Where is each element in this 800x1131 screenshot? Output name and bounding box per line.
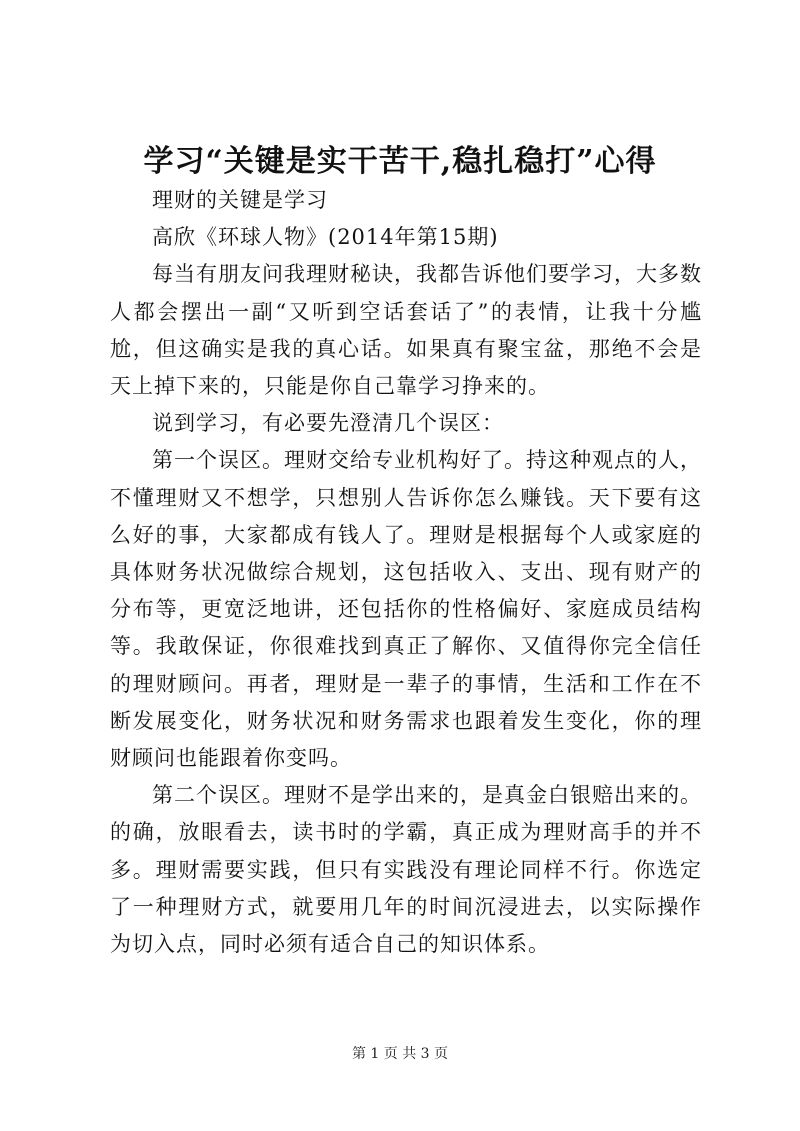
body-paragraph: 第二个误区。理财不是学出来的，是真金白银赔出来的。的确，放眼看去，读书时的学霸，真正成为理财高手的并不多。理财需要实践，但只有实践没有理论同样不行。你选定了一种理财方式，就要用几年的时间沉浸进去，以实际操作为切入点，同时必须有适合自己的知识体系。 <box>110 783 702 957</box>
document-title: 学习“关键是实干苦干,稳扎稳打”心得 <box>143 144 657 179</box>
page-number-footer: 第 1 页 共 3 页 <box>351 1046 449 1062</box>
body-paragraph: 第一个误区。理财交给专业机构好了。持这种观点的人，不懂理财又不想学，只想别人告诉你怎么赚钱。天下要有这么好的事，大家都成有钱人了。理财是根据每个人或家庭的具体财务状况做综合规划，这包括收入、支出、现有财产的分布等，更宽泛地讲，还包括你的性格偏好、家庭成员结构等。我敢保证，你很难找到真正了解你、又值得你完全信任的理财顾问。再者，理财是一辈子的事情，生活和工作在不断发展变化，财务状况和财务需求也跟着发生变化，你的理财顾问也能跟着你变吗。 <box>110 448 702 771</box>
author-source-paragraph: 高欣《环球人物》(2014年第15期) <box>152 225 499 250</box>
body-paragraph: 说到学习，有必要先澄清几个误区： <box>152 411 504 436</box>
subtitle-paragraph: 理财的关键是学习 <box>152 188 328 212</box>
body-paragraph: 每当有朋友问我理财秘诀，我都告诉他们要学习，大多数人都会摆出一副“又听到空话套话了”的表情，让我十分尴尬，但这确实是我的真心话。如果真有聚宝盆，那绝不会是天上掉下来的，只能是你自己靠学习挣来的。 <box>110 262 702 399</box>
document-body <box>110 182 702 963</box>
